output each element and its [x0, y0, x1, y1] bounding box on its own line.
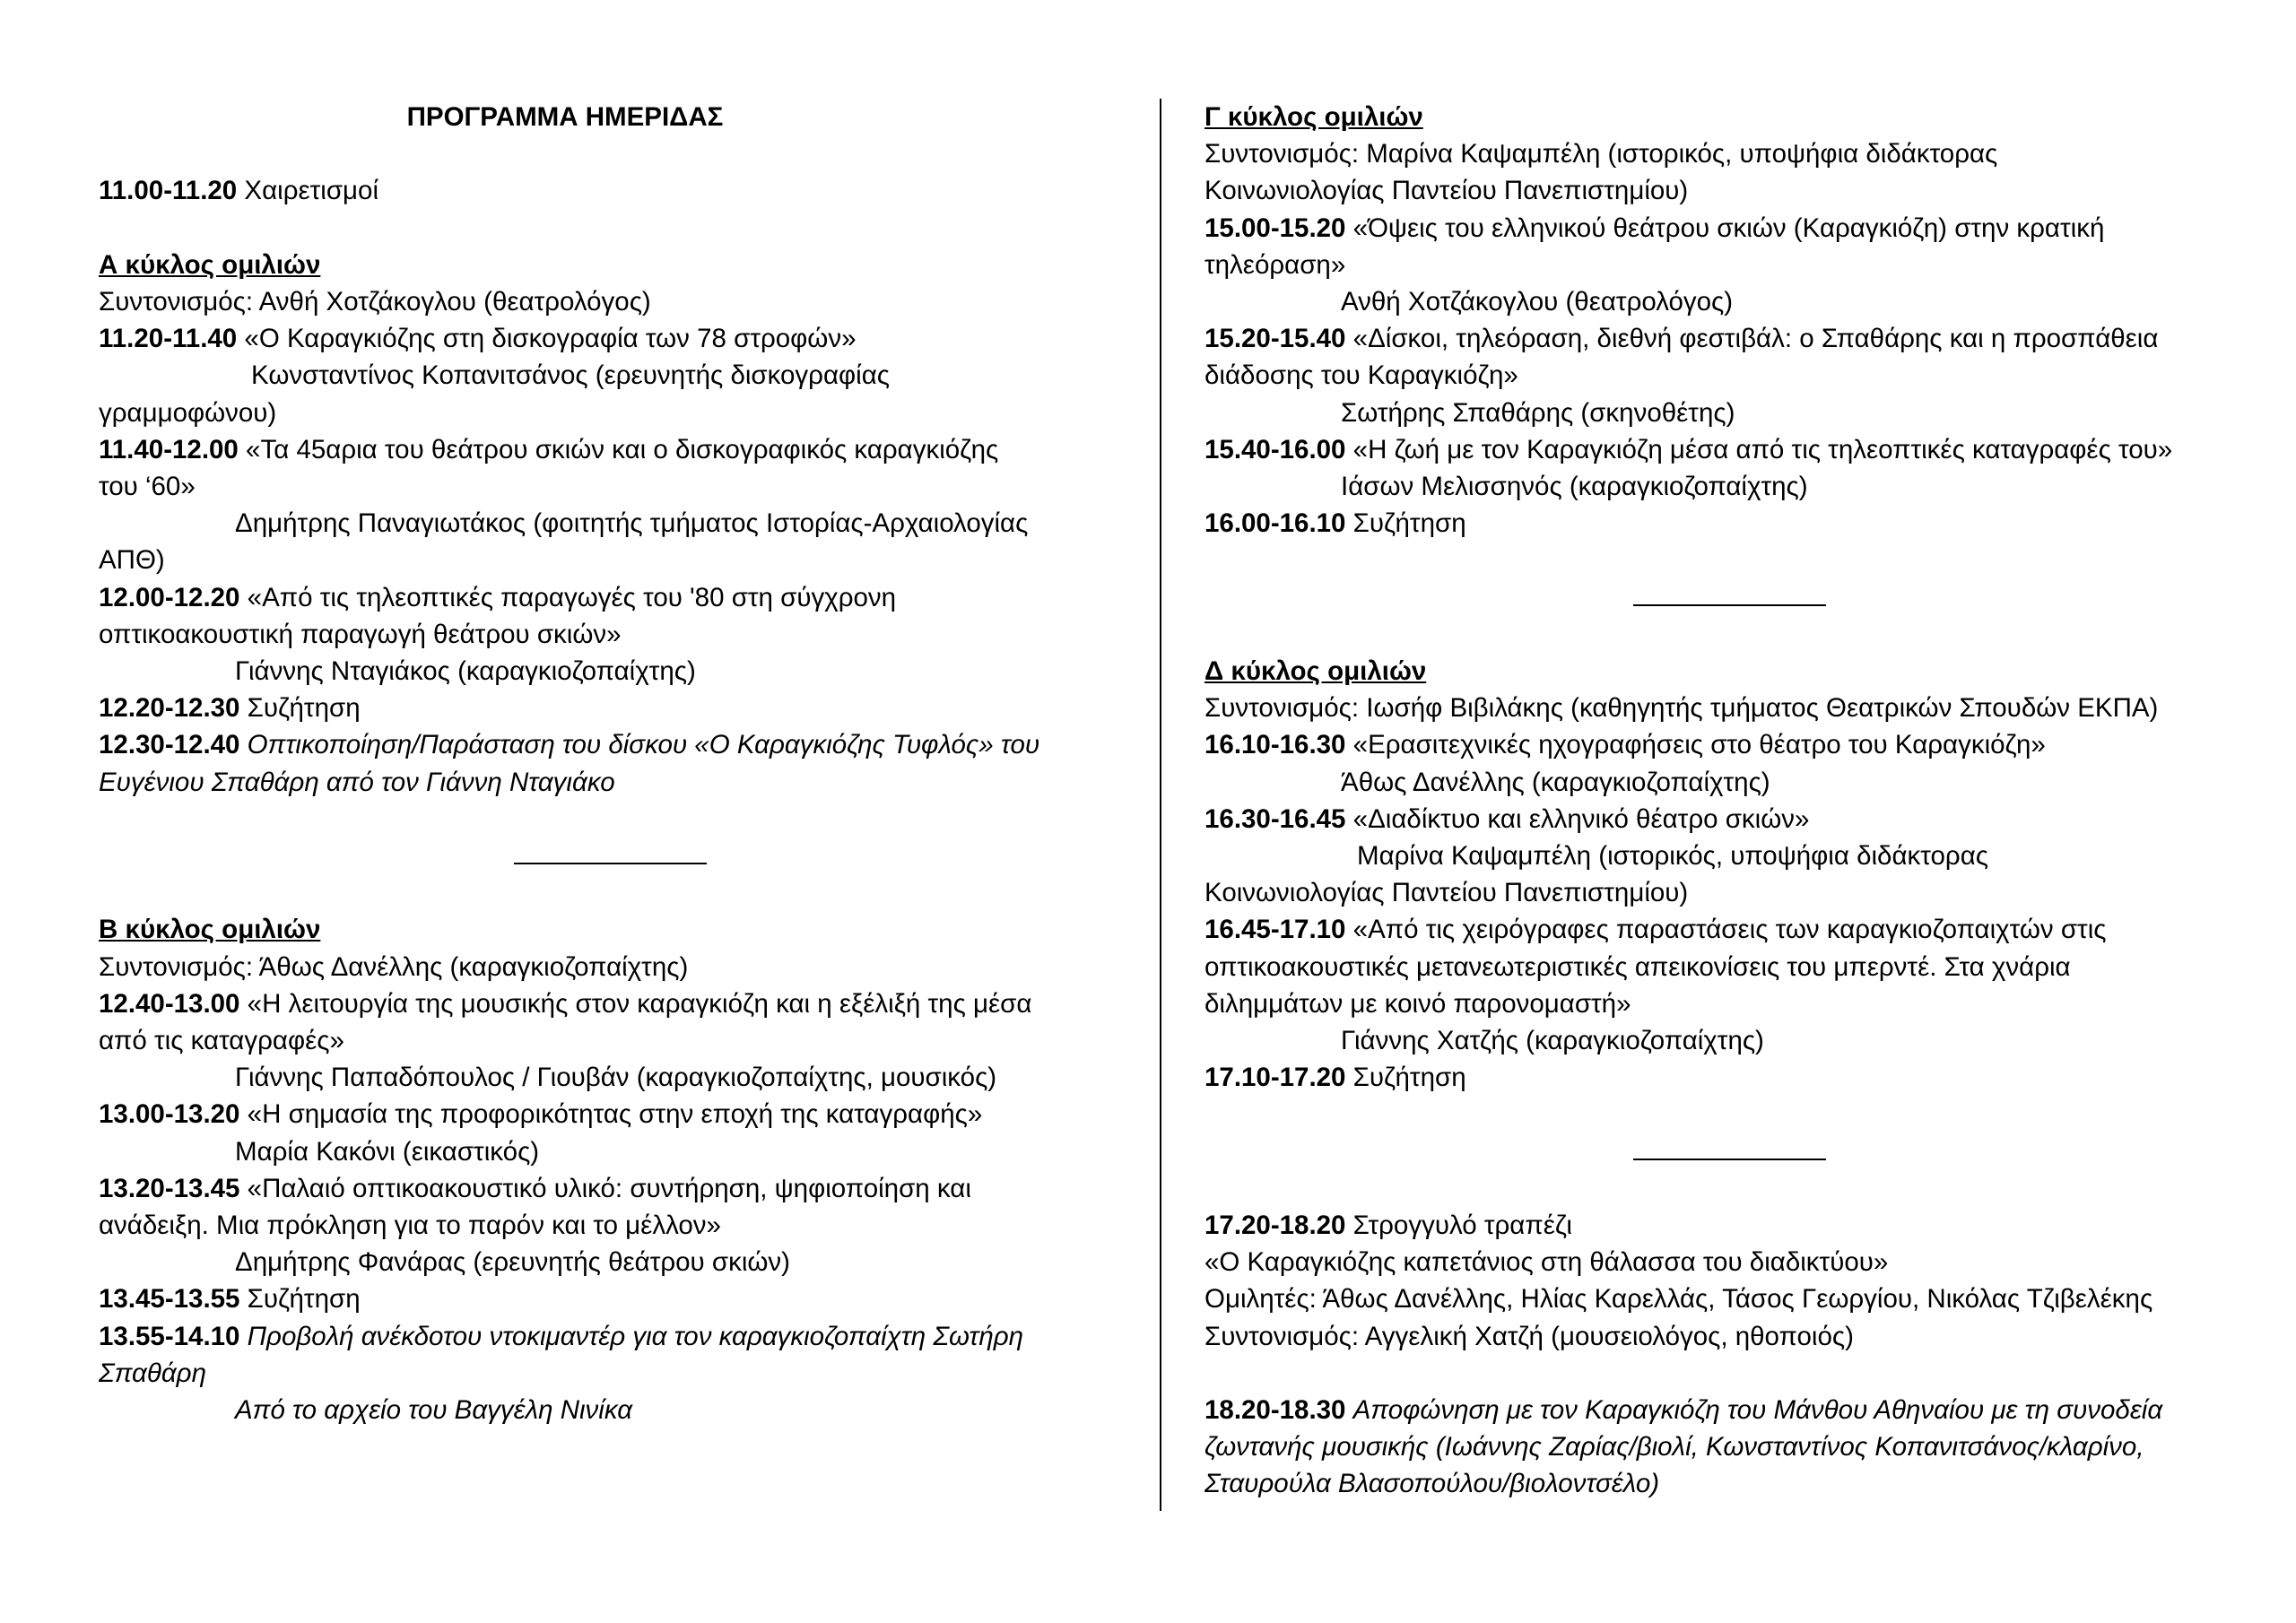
speaker: Δημήτρης Παναγιωτάκος (φοιτητής τμήματος Ιστορίας-Αρχαιολογίας — [235, 508, 1029, 539]
time-slot: 13.55-14.10 — [99, 1321, 240, 1351]
talk-title-cont: από τις καταγραφές» — [99, 1026, 344, 1055]
section-heading-d: Δ κύκλος ομιλιών — [1205, 656, 1427, 686]
time-slot: 15.40-16.00 — [1205, 434, 1346, 464]
moderator-a: Συντονισμός: Ανθή Χοτζάκογλου (θεατρολόγος) — [99, 286, 651, 317]
talk-title-cont: διλημμάτων με κοινό παρονομαστή» — [1205, 988, 1631, 1019]
speaker: Μαρίνα Καψαμπέλη (ιστορικός, υποψήφια διδάκτορας — [1357, 841, 1988, 872]
speaker: Γιάννης Νταγιάκος (καραγκιοζοπαίχτης) — [235, 656, 696, 687]
closing: 18.20-18.30 Αποφώνηση με τον Καραγκιόζη του Μάνθου Αθηναίου με τη συνοδεία — [1205, 1395, 2163, 1425]
time-slot: 15.00-15.20 — [1205, 213, 1346, 243]
moderator-c: Συντονισμός: Μαρίνα Καψαμπέλη (ιστορικός, υποψήφια διδάκτορας — [1205, 139, 1998, 169]
moderator-b: Συντονισμός: Άθως Δανέλλης (καραγκιοζοπαίχτης) — [99, 951, 689, 982]
talk-d2: 16.30-16.45 «Διαδίκτυο και ελληνικό θέατρο σκιών» — [1205, 803, 1810, 834]
time-slot: 16.10-16.30 — [1205, 730, 1346, 760]
time-slot: 12.20-12.30 — [99, 693, 240, 724]
time-slot: 13.00-13.20 — [99, 1099, 240, 1130]
section-heading-a: Α κύκλος ομιλιών — [99, 249, 321, 280]
talk-b5: 13.55-14.10 Προβολή ανέκδοτου ντοκιμαντέρ για τον καραγκιοζοπαίχτη Σωτήρη — [99, 1321, 1024, 1351]
talk-c2: 15.20-15.40 «Δίσκοι, τηλεόραση, διεθνή φεστιβάλ: ο Σπαθάρης και η προσπάθεια — [1205, 324, 2159, 354]
time-slot: 12.40-13.00 — [99, 988, 240, 1019]
talk-d4: 17.10-17.20 Συζήτηση — [1205, 1063, 1466, 1093]
right-column — [1205, 99, 2254, 1503]
talk-d3: 16.45-17.10 «Από τις χειρόγραφες παραστάσεις των καραγκιοζοπαιχτών στις — [1205, 915, 2107, 945]
talk-title-cont: ανάδειξη. Μια πρόκληση για το παρόν και το μέλλον» — [99, 1211, 721, 1241]
speaker: Γιάννης Χατζής (καραγκιοζοπαίχτης) — [1341, 1026, 1764, 1056]
time-slot: 16.45-17.10 — [1205, 915, 1346, 945]
speaker-cont: Κοινωνιολογίας Παντείου Πανεπιστημίου) — [1205, 878, 1689, 908]
talk-c1: 15.00-15.20 «Όψεις του ελληνικού θεάτρου σκιών (Καραγκιόζη) στην κρατική — [1205, 213, 2105, 243]
left-column — [99, 99, 1121, 1428]
time-slot: 16.30-16.45 — [1205, 803, 1346, 834]
speaker: Δημήτρης Φανάρας (ερευνητής θεάτρου σκιών) — [235, 1247, 790, 1278]
roundtable-speakers: Ομιλητές: Άθως Δανέλλης, Ηλίας Καρελλάς, Τάσος Γεωργίου, Νικόλας Τζιβελέκης — [1205, 1284, 2153, 1315]
source-note: Από το αρχείο του Βαγγέλη Νινίκα — [235, 1395, 633, 1426]
separator — [1205, 1133, 2254, 1170]
moderator-d: Συντονισμός: Ιωσήφ Βιβιλάκης (καθηγητής τμήματος Θεατρικών Σπουδών ΕΚΠΑ) — [1205, 693, 2159, 724]
speaker-cont: γραμμοφώνου) — [99, 397, 277, 428]
talk-c4: 16.00-16.10 Συζήτηση — [1205, 508, 1466, 539]
time-slot: 11.00-11.20 — [99, 176, 238, 206]
speaker: Κωνσταντίνος Κοπανιτσάνος (ερευνητής δισκογραφίας — [251, 360, 890, 391]
speaker-cont: ΑΠΘ) — [99, 545, 165, 576]
time-slot: 15.20-15.40 — [1205, 324, 1346, 354]
talk-b1: 12.40-13.00 «Η λειτουργία της μουσικής στον καραγκιόζη και η εξέλιξή της μέσα — [99, 988, 1032, 1019]
column-divider — [1160, 99, 1161, 1511]
talk-b3: 13.20-13.45 «Παλαιό οπτικοακουστικό υλικό: συντήρηση, ψηφιοποίηση και — [99, 1173, 971, 1203]
separator — [1205, 579, 2254, 616]
talk-text-cont: Σπαθάρη — [99, 1358, 206, 1388]
talk-title-cont: οπτικοακουστική παραγωγή θεάτρου σκιών» — [99, 619, 622, 649]
time-slot: 12.00-12.20 — [99, 582, 240, 612]
talk-title-cont: διάδοσης του Καραγκιόζη» — [1205, 360, 1518, 391]
page-title: ΠΡΟΓΡΑΜΜΑ ΗΜΕΡΙΔΑΣ — [406, 102, 724, 132]
time-slot: 13.20-13.45 — [99, 1173, 240, 1203]
moderator-c-cont: Κοινωνιολογίας Παντείου Πανεπιστημίου) — [1205, 176, 1689, 206]
time-slot: 16.00-16.10 — [1205, 508, 1346, 539]
talk-b4: 13.45-13.55 Συζήτηση — [99, 1284, 361, 1315]
talk-title-cont: τηλεόραση» — [1205, 249, 1346, 280]
talk-title-cont: οπτικοακουστικές μετανεωτεριστικές απεικονίσεις του μπερντέ. Στα χνάρια — [1205, 951, 2071, 982]
talk-d1: 16.10-16.30 «Ερασιτεχνικές ηχογραφήσεις στο θέατρο του Καραγκιόζη» — [1205, 730, 2046, 760]
talk-b2: 13.00-13.20 «Η σημασία της προφορικότητας στην εποχή της καταγραφής» — [99, 1099, 983, 1130]
section-heading-c: Γ κύκλος ομιλιών — [1205, 102, 1423, 132]
roundtable-title: «Ο Καραγκιόζης καπετάνιος στη θάλασσα του διαδικτύου» — [1205, 1247, 1889, 1278]
roundtable-moderator: Συντονισμός: Αγγελική Χατζή (μουσειολόγος, ηθοποιός) — [1205, 1321, 1854, 1351]
talk-title-cont: του ‘60» — [99, 472, 196, 501]
talk-c3: 15.40-16.00 «Η ζωή με τον Καραγκιόζη μέσα από τις τηλεοπτικές καταγραφές του» — [1205, 434, 2173, 464]
talk-a5: 12.30-12.40 Οπτικοποίηση/Παράσταση του δίσκου «Ο Καραγκιόζης Τυφλός» του — [99, 730, 1040, 760]
speaker: Ανθή Χοτζάκογλου (θεατρολόγος) — [1341, 287, 1734, 317]
time-slot: 12.30-12.40 — [99, 730, 240, 760]
talk-a2: 11.40-12.00 «Τα 45αρια του θεάτρου σκιών και ο δισκογραφικός καραγκιόζης — [99, 434, 999, 464]
closing-cont: ζωντανής μουσικής (Ιωάννης Ζαρίας/βιολί, Κωνσταντίνος Κοπανιτσάνος/κλαρίνο, — [1205, 1432, 2144, 1462]
separator — [99, 838, 1121, 874]
speaker: Ιάσων Μελισσηνός (καραγκιοζοπαίχτης) — [1341, 472, 1808, 502]
talk-a4: 12.20-12.30 Συζήτηση — [99, 693, 361, 724]
talk-a1: 11.20-11.40 «Ο Καραγκιόζης στη δισκογραφία των 78 στροφών» — [99, 324, 857, 354]
closing-cont: Σταυρούλα Βλασοπούλου/βιολοντσέλο) — [1205, 1469, 1660, 1499]
section-heading-b: Β κύκλος ομιλιών — [99, 915, 321, 945]
talk-a3: 12.00-12.20 «Από τις τηλεοπτικές παραγωγές του '80 στη σύγχρονη — [99, 582, 897, 612]
time-slot: 11.20-11.40 — [99, 324, 238, 354]
time-slot: 17.20-18.20 — [1205, 1211, 1346, 1240]
speaker: Γιάννης Παπαδόπουλος / Γιουβάν (καραγκιοζοπαίχτης, μουσικός) — [235, 1063, 997, 1093]
speaker: Μαρία Κακόνι (εικαστικός) — [235, 1136, 540, 1167]
schedule-item-welcome: 11.00-11.20 Χαιρετισμοί — [99, 176, 379, 206]
time-slot: 13.45-13.55 — [99, 1284, 240, 1315]
time-slot: 18.20-18.30 — [1205, 1395, 1346, 1425]
speaker: Άθως Δανέλλης (καραγκιοζοπαίχτης) — [1341, 767, 1770, 797]
time-slot: 17.10-17.20 — [1205, 1063, 1346, 1093]
speaker: Σωτήρης Σπαθάρης (σκηνοθέτης) — [1341, 397, 1735, 428]
talk-text-cont: Ευγένιου Σπαθάρη από τον Γιάννη Νταγιάκο — [99, 767, 615, 797]
roundtable: 17.20-18.20 Στρογγυλό τραπέζι — [1205, 1211, 1572, 1240]
time-slot: 11.40-12.00 — [99, 434, 239, 464]
